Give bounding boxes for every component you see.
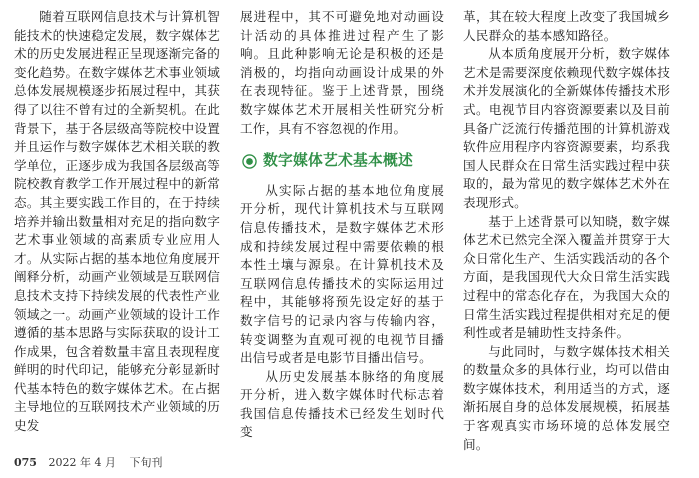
section-marker-icon [242, 154, 257, 169]
text-column-1 [14, 8, 220, 453]
page-number: 075 [14, 456, 37, 469]
paragraph: 从本质角度展开分析，数字媒体艺术是需要深度依赖现代数字媒体技术并发展演化的全新媒体传播技术形式。电视节目内容资源要素以及目前具备广泛流行传播范围的计算机游戏软件应用程序内容资源要素，均系我国人民群众在日常生活实践过程中获取的，最为常见的数字媒体艺术外在表现形式。 [463, 46, 670, 210]
paragraph: 从实际占据的基本地位角度展开分析，现代计算机技术与互联网信息传播技术，是数字媒体艺术形成和持续发展过程中需要依赖的根本性土壤与源泉。在计算机技术及互联网信息传播技术的实际运用过程中，其能够将预先设定好的基于数字信号的记录内容与传输内容，转变调整为直观可视的电视节目播出信号或者是电影节目播出信号。 [240, 182, 444, 366]
paragraph: 随着互联网信息技术与计算机智能技术的快速稳定发展，数字媒体艺术的历史发展进程正呈现逐渐完备的变化趋势。在数字媒体艺术事业领域总体发展规模逐步拓展过程中，其获得了以往不曾有过的全新契机。在此背景下，基于各层级高等院校中设置并且运作与数字媒体艺术相关联的教学单位，正逐步成为我国各层级高等院校教育教学工作开展过程中的新常态。其主要实践工作目的，在于持续培养并输出数量相对充足的指向数字艺术事业领域的高素质专业应用人才。从实际占据的基本地位角度展开阐释分析，动画产业领域是互联网信息技术支持下持续发展的代表性产业领域之一。动画产业领域的设计工作遵循的基本思路与实际获取的设计工作成果，包含着数量丰富且表现程度鲜明的时代印记，能够充分彰显新时代基本特色的数字媒体艺术。在占据主导地位的互联网技术产业领域的历史发 [14, 9, 220, 434]
paragraph: 展进程中，其不可避免地对动画设计活动的具体推进过程产生了影响。且此种影响无论是积极的还是消极的，均指向动画设计成果的外在表现特征。鉴于上述背景，围绕数字媒体艺术开展相关性研究分析工作，具有不容忽视的作用。 [240, 9, 444, 136]
paragraph: 从历史发展基本脉络的角度展开分析，进入数字媒体时代标志着我国信息传播技术已经发生划时代变 [240, 368, 444, 440]
section-heading [240, 152, 444, 171]
paragraph: 与此同时，与数字媒体技术相关的数量众多的具体行业，均可以借由数字媒体技术，利用适当的方式，逐渐拓展自身的总体发展规模，拓展基于客观真实市场环境的总体发展空间。 [463, 343, 670, 452]
paragraph: 革，其在较大程度上改变了我国城乡人民群众的基本感知路径。 [463, 9, 670, 43]
text-column-2 [240, 8, 444, 453]
paragraph: 基于上述背景可以知晓，数字媒体艺术已然完全深入覆盖并贯穿于大众日常化生产、生活实践活动的各个方面，是我国现代大众日常生活实践过程中的常态化存在，为我国大众的日常生活实践过程提供相对充足的便利性或者是辅助性支持条件。 [463, 213, 670, 341]
page-footer [14, 454, 162, 470]
section-heading-text: 数字媒体艺术基本概述 [263, 152, 413, 170]
text-column-3 [463, 8, 670, 453]
issue-date: 2022 年 4 月 [48, 456, 116, 469]
issue-name: 下旬刊 [129, 456, 163, 469]
